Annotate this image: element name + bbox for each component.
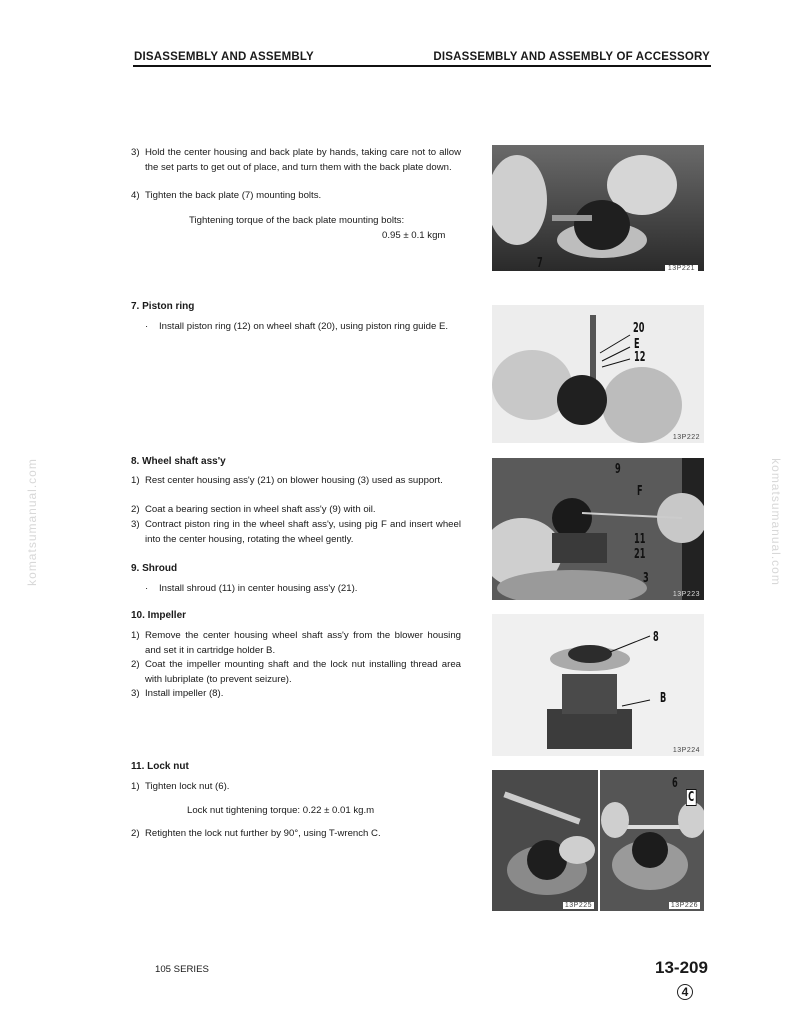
watermark-left: komatsumanual.com [24,458,39,586]
page-number: 13-209 [655,958,708,977]
photo-code: 13P223 [672,591,700,598]
photo-13p221 [492,145,704,271]
section-10-step-1 [131,629,461,658]
step-text: Coat the impeller mounting shaft and the lock nut installing thread area with lubriplate (to prevent seizure). [145,659,461,685]
revision-mark: 4 [677,984,693,1000]
step-number: 2) [131,504,140,515]
footer-series: 105 SERIES [155,964,209,975]
torque-back-plate-value: 0.95 ± 0.1 kgm [382,230,446,241]
photo-13p225-image [492,770,598,911]
section-10-step-3 [131,687,461,702]
lock-nut-torque: Lock nut tightening torque: 0.22 ± 0.01 kg.m [187,805,375,816]
callout-C: C [686,789,696,806]
photo-code: 13P221 [665,265,698,271]
photo-13p222-image [492,305,704,443]
step-text: Rest center housing ass'y (21) on blower housing (3) used as support. [145,475,443,486]
photo-13p222 [492,305,704,443]
section-11-step-2 [131,827,461,842]
callout-B: B [660,691,667,706]
step-text: Remove the center housing wheel shaft ass'y from the blower housing and set it in cartridge holder B. [145,630,461,656]
section-11-title: 11. Lock nut [131,761,189,772]
step-number: 1) [131,781,140,792]
bullet-text: Install shroud (11) in center housing ass'y (21). [159,583,358,594]
section-9-bullet [145,582,461,597]
step-text: Tighten lock nut (6). [145,781,230,792]
callout-E: E [634,337,640,352]
bullet-marker: · [145,321,149,332]
step-number: 2) [131,828,140,839]
photo-13p224-image [492,614,704,756]
header-right-title: DISASSEMBLY AND ASSEMBLY OF ACCESSORY [433,51,710,63]
bullet-marker: · [145,583,149,594]
callout-9: 9 [615,462,621,477]
callout-12: 12 [634,350,646,365]
section-8-step-1 [131,474,461,489]
callout-F: F [637,484,643,499]
callout-6: 6 [672,776,678,791]
step-text: Coat a bearing section in wheel shaft ass'y (9) with oil. [145,504,376,515]
section-7-bullet [145,320,461,335]
section-11-step-1 [131,780,461,795]
callout-21: 21 [634,547,646,562]
step-number: 1) [131,630,140,641]
step-4-tighten-back-plate [131,189,461,204]
section-8-step-2 [131,503,461,518]
photo-13p223 [492,458,704,600]
step-number: 4) [131,190,140,201]
step-text: Hold the center housing and back plate by hands, taking care not to allow the set parts to get out of place, and turn them with the back plate down. [145,147,461,173]
photo-code: 13P226 [670,902,698,909]
step-number: 1) [131,475,140,486]
step-number: 3) [131,688,140,699]
step-number: 2) [131,659,140,670]
torque-back-plate-label: Tightening torque of the back plate mounting bolts: [189,215,405,226]
callout-20: 20 [633,321,645,336]
bullet-text: Install piston ring (12) on wheel shaft (20), using piston ring guide E. [159,321,449,332]
section-7-title: 7. Piston ring [131,301,195,312]
watermark-right: komatsumanual.com [768,458,783,586]
callout-3: 3 [643,571,649,586]
step-text: Install impeller (8). [145,688,224,699]
section-9-title: 9. Shroud [131,563,178,574]
photo-code: 13P225 [564,902,592,909]
photo-13p225 [492,770,598,911]
photo-13p221-image [492,145,704,271]
photo-13p224 [492,614,704,756]
section-10-step-2 [131,658,461,687]
section-8-title: 8. Wheel shaft ass'y [131,456,226,467]
callout-7: 7 [537,256,543,271]
step-number: 3) [131,147,140,158]
header-rule [133,65,711,67]
photo-13p223-image [492,458,704,600]
step-text: Tighten the back plate (7) mounting bolts. [145,190,322,201]
section-8-step-3 [131,518,461,547]
header-left-title: DISASSEMBLY AND ASSEMBLY [134,51,314,63]
callout-8: 8 [653,630,659,645]
photo-code: 13P224 [672,747,700,754]
callout-11: 11 [634,532,646,547]
step-text: Retighten the lock nut further by 90°, using T-wrench C. [145,828,381,839]
photo-code: 13P222 [672,434,700,441]
step-number: 3) [131,519,140,530]
step-3-hold-housing [131,146,461,175]
step-text: Contract piston ring in the wheel shaft ass'y, using pig F and insert wheel into the center housing, rotating the wheel gently. [145,519,461,545]
section-10-title: 10. Impeller [131,610,187,621]
